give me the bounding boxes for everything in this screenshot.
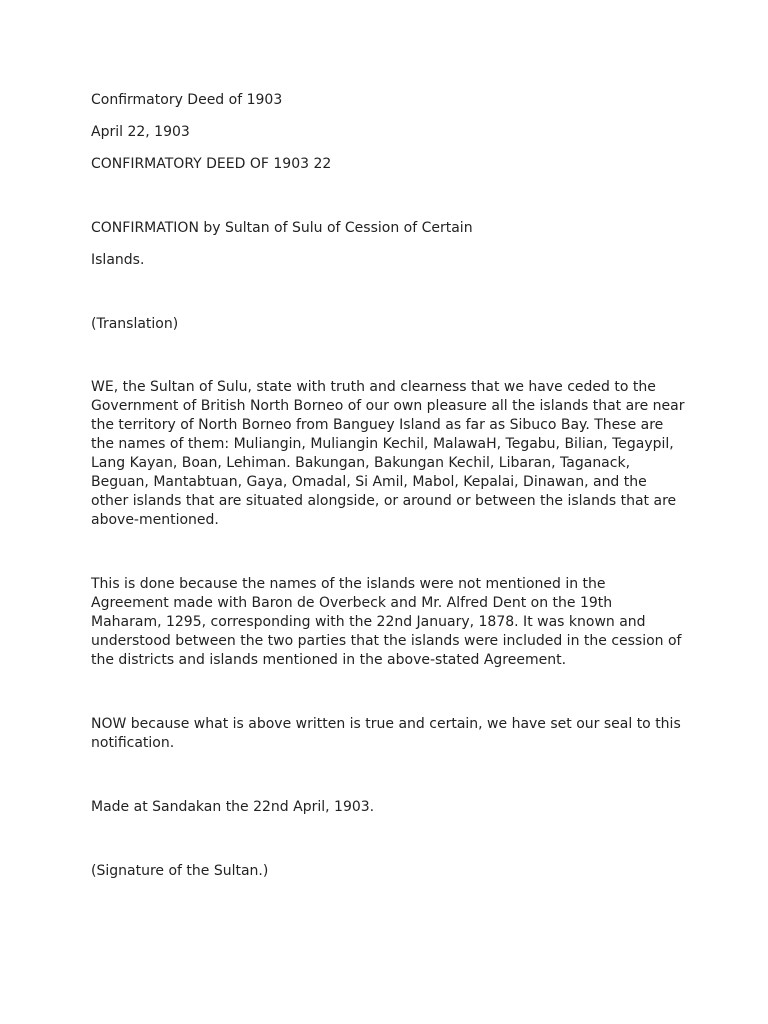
translation-note: (Translation) xyxy=(91,316,179,332)
paragraph-line: WE, the Sultan of Sulu, state with truth and clearness that we have ceded to the xyxy=(91,379,656,395)
document-subheading-line1: CONFIRMATION by Sultan of Sulu of Cession of Certain xyxy=(91,220,473,236)
document-date: April 22, 1903 xyxy=(91,124,190,140)
document-subheading-line2: Islands. xyxy=(91,252,145,268)
document-title: Confirmatory Deed of 1903 xyxy=(91,92,283,108)
paragraph-line: above-mentioned. xyxy=(91,512,219,528)
document-heading: CONFIRMATORY DEED OF 1903 22 xyxy=(91,156,332,172)
paragraph-line: Beguan, Mantabtuan, Gaya, Omadal, Si Amil, Mabol, Kepalai, Dinawan, and the xyxy=(91,474,647,490)
paragraph-line: Maharam, 1295, corresponding with the 22nd January, 1878. It was known and xyxy=(91,614,646,630)
place-date: Made at Sandakan the 22nd April, 1903. xyxy=(91,799,375,815)
paragraph-line: understood between the two parties that the islands were included in the cession of xyxy=(91,633,682,649)
paragraph-line: the names of them: Muliangin, Muliangin Kechil, MalawaH, Tegabu, Bilian, Tegaypil, xyxy=(91,436,674,452)
paragraph-seal xyxy=(91,715,691,753)
paragraph-line: NOW because what is above written is true and certain, we have set our seal to this xyxy=(91,716,681,732)
paragraph-line: the territory of North Borneo from Banguey Island as far as Sibuco Bay. These are xyxy=(91,417,664,433)
paragraph-line: other islands that are situated alongside, or around or between the islands that are xyxy=(91,493,677,509)
paragraph-line: notification. xyxy=(91,735,175,751)
paragraph-cession xyxy=(91,378,691,530)
paragraph-line: This is done because the names of the islands were not mentioned in the xyxy=(91,576,606,592)
signature: (Signature of the Sultan.) xyxy=(91,863,269,879)
paragraph-line: Agreement made with Baron de Overbeck and Mr. Alfred Dent on the 19th xyxy=(91,595,613,611)
paragraph-line: Lang Kayan, Boan, Lehiman. Bakungan, Bakungan Kechil, Libaran, Taganack, xyxy=(91,455,631,471)
paragraph-line: Government of British North Borneo of our own pleasure all the islands that are near xyxy=(91,398,685,414)
paragraph-line: the districts and islands mentioned in the above-stated Agreement. xyxy=(91,652,567,668)
paragraph-reason xyxy=(91,575,691,670)
